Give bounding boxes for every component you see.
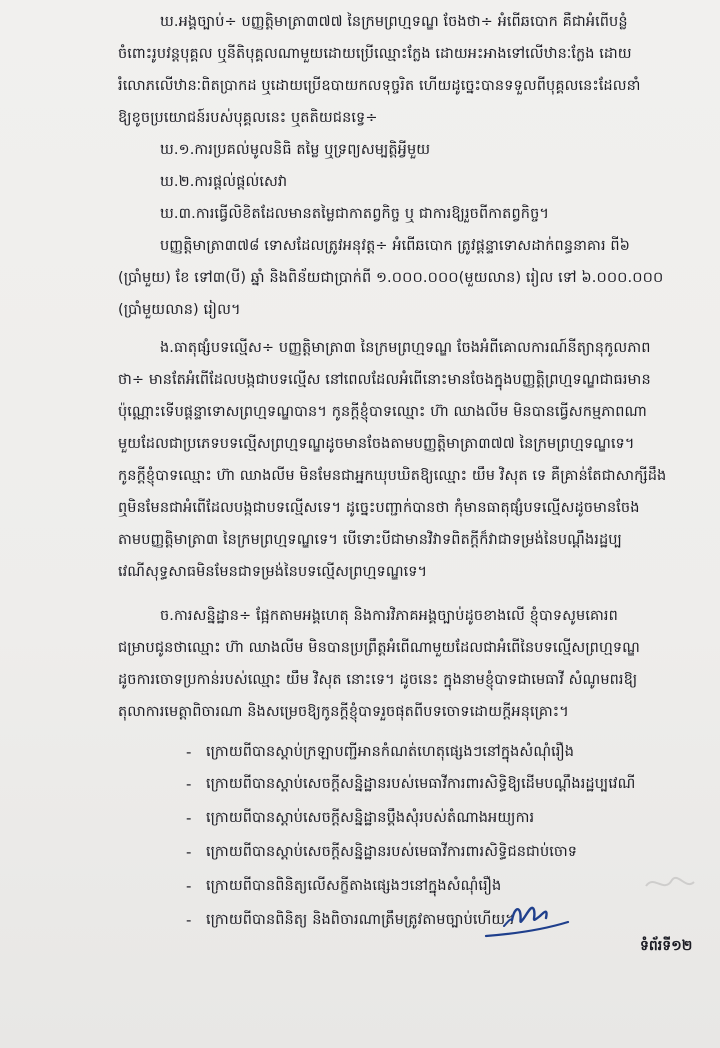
bullet-marker: - [186,775,192,793]
paragraph-line: ឮមិនមែនជាអំពើដែលបង្កជាបទល្មើសទេ។ ដូច្នេះបញ្ជាក់បានថា កុំមានធាតុផ្សំបទល្មើសដូចមានចែង [118,500,640,516]
signature-mark [482,896,572,946]
paragraph-line: កូនក្តីខ្ញុំបាទឈ្មោះ ហ៊ា ឈាងលីម មិនមែនជាអ្នកឃុបឃិតឱ្យឈ្មោះ យឹម វិសុត ទេ គឺគ្រាន់តែជាសាក្សីដឹង [118,468,667,484]
paragraph-line: ថា÷ មានតែអំពើដែលបង្កជាបទល្មើស នៅពេលដែលអំពើនោះមានចែងក្នុងបញ្ញត្តិព្រហ្មទណ្ឌជាធរមាន [118,372,651,388]
bullet-marker: - [186,911,192,929]
paragraph-line: ចំពោះរូបវន្តបុគ្គល ឬនីតិបុគ្គលណាមួយដោយប្រើឈ្មោះក្លែង ដោយអះអាងទៅលើឋានៈក្លែង ដោយ [118,46,632,62]
paragraph-line: ឃ.១.ការប្រគល់មូលនិធិ តម្លៃ ឬទ្រព្យសម្បត្តិអ្វីមួយ [160,142,431,158]
paragraph-line: មួយដែលជាប្រភេទបទល្មើសព្រហ្មទណ្ឌដូចមានចែងតាមបញ្ញត្តិមាត្រា៣៧៧ នៃក្រមព្រហ្មទណ្ឌទេ។ [118,436,635,452]
bullet-item: ក្រោយពីបានស្តាប់ក្រឡាបញ្ជីអានកំណត់ហេតុផ្សេងៗនៅក្នុងសំណុំរឿង [206,744,575,760]
paragraph-line: ង.ធាតុផ្សំបទល្មើស÷ បញ្ញត្តិមាត្រា៣ នៃក្រមព្រហ្មទណ្ឌ ចែងអំពីគោលការណ៍នីត្យានុកូលភាព [160,340,651,356]
bullet-item: ក្រោយពីបានពិនិត្យ និងពិចារណាត្រឹមត្រូវតាមច្បាប់ហើយ។ [206,912,515,928]
bullet-item: ក្រោយពីបានស្តាប់សេចក្តីសន្និដ្ឋានរបស់មេធាវីការពារសិទ្ធិឱ្យដើមបណ្តឹងរដ្ឋប្បវេណី [206,776,636,792]
paragraph-line: តុលាការមេត្តាពិចារណា និងសម្រេចឱ្យកូនក្តីខ្ញុំបាទរួចផុតពីបទចោទដោយក្តីអនុគ្រោះ។ [118,704,569,720]
bullet-marker: - [186,843,192,861]
bullet-marker: - [186,877,192,895]
bullet-item: ក្រោយពីបានស្តាប់សេចក្តីសន្និដ្ឋានរបស់មេធាវីការពារសិទ្ធិជនជាប់ចោទ [206,844,578,860]
paragraph-line: ឱ្យខូចប្រយោជន៍របស់បុគ្គលនេះ ឬតតិយជនទ្វេ÷ [118,110,378,126]
paragraph-line: ឃ.២.ការផ្តល់ផ្តល់សេវា [160,174,288,190]
paragraph-line: ឃ.អង្គច្បាប់÷ បញ្ញត្តិមាត្រា៣៧៧ នៃក្រមព្រហ្មទណ្ឌ ចែងថា÷ អំពើឆបោក គឺជាអំពើបន្លំ [160,14,628,30]
bleed-through-mark [640,868,700,898]
paragraph-line: ច.ការសន្និដ្ឋាន÷ ផ្អែកតាមអង្គហេតុ និងការវិភាគអង្គច្បាប់ដូចខាងលើ ខ្ញុំបាទសូមគោរព [160,608,618,624]
paragraph-line: ឃ.៣.ការធ្វើលិខិតដែលមានតម្លៃជាកាតព្វកិច្ច ឬ ជាការឱ្យរួចពីកាតព្វកិច្ច។ [160,206,550,222]
paragraph-line: តាមបញ្ញត្តិមាត្រា៣ នៃក្រមព្រហ្មទណ្ឌទេ។ បើទោះបីជាមានវិវាទពិតក្តីក៏វាជាទម្រង់នៃបណ្តឹងរដ្ឋប្ប [118,532,622,548]
paragraph-line: ជម្រាបជូនថាឈ្មោះ ហ៊ា ឈាងលីម មិនបានប្រព្រឹត្តអំពើណាមួយដែលជាអំពើនៃបទល្មើសព្រហ្មទណ្ឌ [118,640,640,656]
paragraph-line: ដូចការចោទប្រកាន់របស់ឈ្មោះ យឹម វិសុត នោះទេ។ ដូចនេះ ក្នុងនាមខ្ញុំបាទជាមេធាវី សំណូមពរឱ្យ [118,672,638,688]
paragraph-line: (ប្រាំមួយលាន) រៀល។ [118,302,241,318]
paragraph-line: ប៉ុណ្ណោះទើបផ្តន្ទាទោសព្រហ្មទណ្ឌបាន។ កូនក្តីខ្ញុំបាទឈ្មោះ ហ៊ា ឈាងលីម មិនបានធ្វើសកម្មភាពណា [118,404,647,420]
bullet-item: ក្រោយពីបានស្តាប់សេចក្តីសន្និដ្ឋានប្តឹងសុំរបស់តំណាងអយ្យការ [206,810,535,826]
paragraph-line: វេណីសុទ្ធសាធមិនមែនជាទម្រង់នៃបទល្មើសព្រហ្មទណ្ឌទេ។ [118,564,428,580]
paragraph-line: បញ្ញត្តិមាត្រា៣៧៨ ទោសដែលត្រូវអនុវត្ត÷ អំពើឆបោក ត្រូវផ្តន្ទាទោសដាក់ពន្ធនាគារ ពី៦ [160,238,631,254]
page-number: ទំព័រទី១២ [640,938,693,954]
paragraph-line: រំលោភលើឋានៈពិតប្រាកដ ឬដោយប្រើឧបាយកលទុច្ចរិត ហើយដូច្នេះបានទទួលពីបុគ្គលនេះដែលនាំ [118,78,641,94]
bullet-marker: - [186,809,192,827]
bullet-marker: - [186,743,192,761]
bullet-item: ក្រោយពីបានពិនិត្យលើសក្ខីតាងផ្សេងៗនៅក្នុងសំណុំរឿង [206,878,502,894]
paragraph-line: (ប្រាំមួយ) ខែ ទៅ៣(បី) ឆ្នាំ និងពិន័យជាប្រាក់ពី ១.០០០.០០០(មួយលាន) រៀល ទៅ ៦.០០០.០០០ [118,270,664,286]
